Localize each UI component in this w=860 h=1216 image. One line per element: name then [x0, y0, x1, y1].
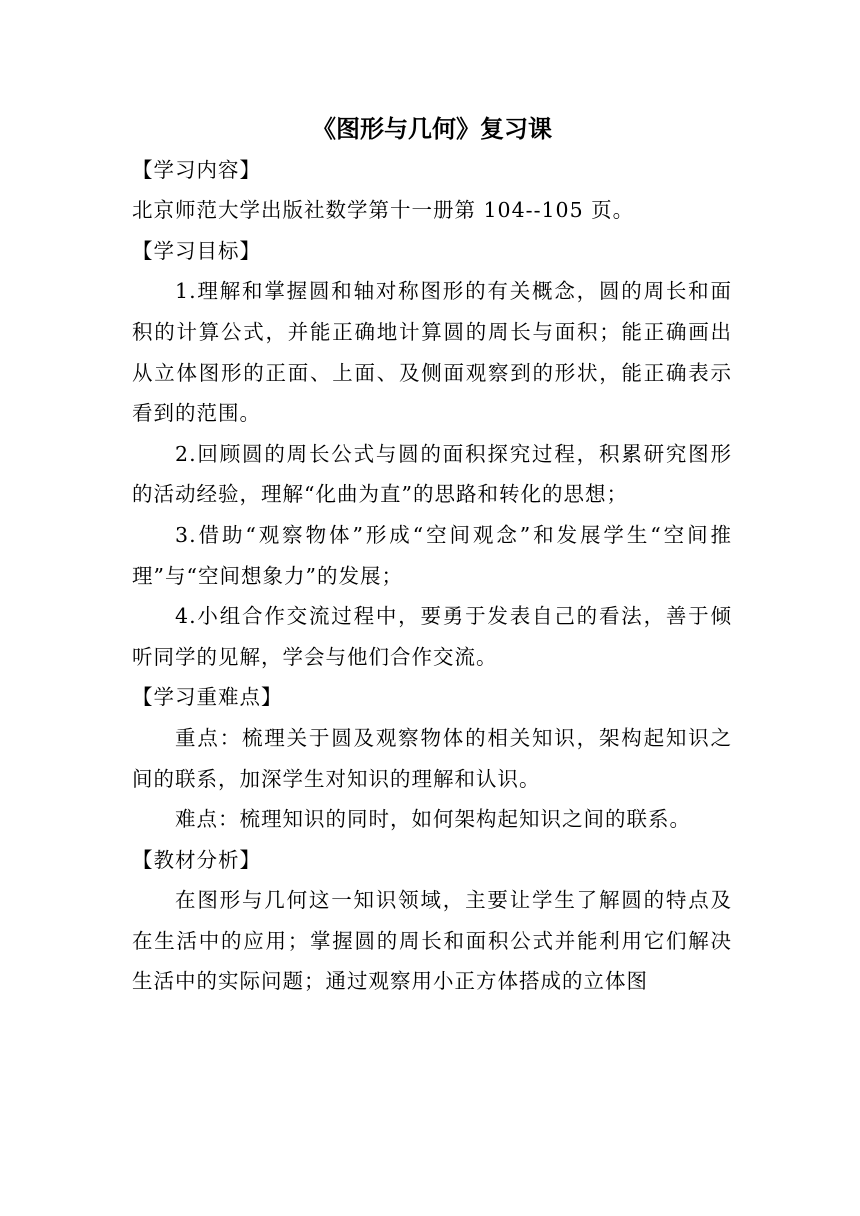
section-heading-key-points: 【学习重难点】 [132, 685, 283, 710]
content-text: 北京师范大学出版社数学第十一册第 104--105 页。 [132, 198, 635, 223]
section-heading-goals: 【学习目标】 [132, 238, 261, 263]
analysis-text: 在图形与几何这一知识领域，主要让学生了解圆的特点及在生活中的应用；掌握圆的周长和面积公式并能利用它们解决生活中的实际问题；通过观察用小正方体搭成的立体图 [132, 888, 732, 994]
document-title: 《图形与几何》复习课 [312, 115, 552, 143]
difficult-point-text: 难点：梳理知识的同时，如何架构起知识之间的联系。 [175, 807, 692, 832]
section-heading-content: 【学习内容】 [132, 157, 261, 182]
goal-item-3: 3.借助“观察物体”形成“空间观念”和发展学生“空间推理”与“空间想象力”的发展； [132, 522, 732, 588]
key-point-text: 重点：梳理关于圆及观察物体的相关知识，架构起知识之间的联系，加深学生对知识的理解和认识。 [132, 725, 732, 791]
goal-item-1: 1.理解和掌握圆和轴对称图形的有关概念，圆的周长和面积的计算公式，并能正确地计算圆的周长与面积；能正确画出从立体图形的正面、上面、及侧面观察到的形状，能正确表示看到的范围。 [132, 279, 732, 426]
goal-item-4: 4.小组合作交流过程中，要勇于发表自己的看法，善于倾听同学的见解，学会与他们合作交流。 [132, 604, 732, 669]
goal-item-2: 2.回顾圆的周长公式与圆的面积探究过程，积累研究图形的活动经验，理解“化曲为直”的思路和转化的思想； [132, 441, 732, 507]
document-page [132, 108, 732, 1002]
section-heading-analysis: 【教材分析】 [132, 847, 261, 872]
